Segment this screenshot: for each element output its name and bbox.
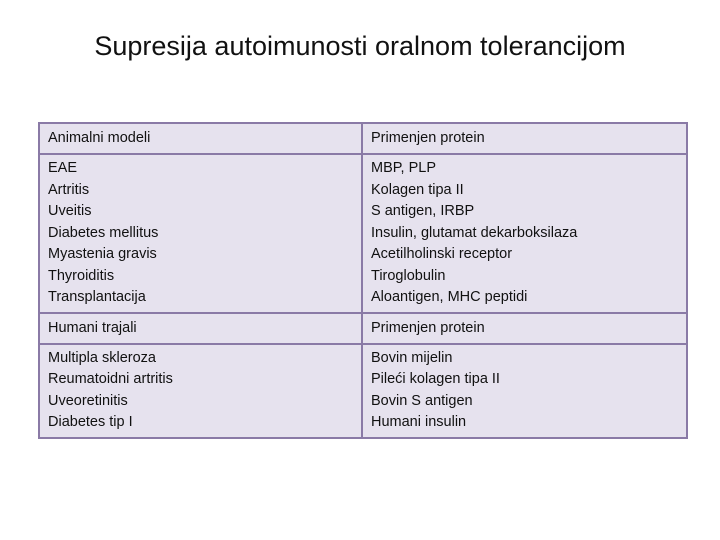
list-item: Bovin mijelin [371,349,453,366]
table-row [40,153,686,312]
list-item: Tiroglobulin [371,267,446,284]
data-table [38,122,688,439]
list-item: Reumatoidni artritis [48,371,173,387]
animal-models-list [40,155,363,312]
list-item: Pileći kolagen tipa II [371,371,500,387]
list-item: Thyroiditis [48,267,115,284]
animal-proteins-list [363,155,686,312]
list-item: Bovin S antigen [371,392,473,409]
human-proteins-list [363,345,686,437]
list-item: Transplantacija [48,289,146,305]
list-item: Uveitis [48,203,92,219]
page-title: Supresija autoimunosti oralnom tolerancijom [94,31,626,61]
list-item: Diabetes tip I [48,414,133,430]
list-item: Artritis [48,181,90,198]
header-applied-protein: Primenjen protein [371,319,485,336]
human-trials-list [40,345,363,437]
list-item: Insulin, glutamat dekarboksilaza [371,224,578,241]
list-item: Multipla skleroza [48,349,156,366]
list-item: Myastenia gravis [48,246,157,262]
list-item: Humani insulin [371,414,467,430]
header-animal-models: Animalni modeli [40,124,363,153]
header-human-trials: Humani trajali [40,314,363,343]
table-header-row [40,312,686,343]
list-item: MBP, PLP [371,160,437,176]
list-item: Diabetes mellitus [48,224,159,241]
header-applied-protein: Primenjen protein [371,130,485,146]
list-item: Acetilholinski receptor [371,246,513,262]
list-item: Uveoretinitis [48,392,128,409]
list-item: EAE [48,160,78,176]
list-item: Aloantigen, MHC peptidi [371,289,528,305]
list-item: Kolagen tipa II [371,181,464,198]
list-item: S antigen, IRBP [371,203,475,219]
table-row [40,343,686,437]
table-header-row [40,124,686,153]
